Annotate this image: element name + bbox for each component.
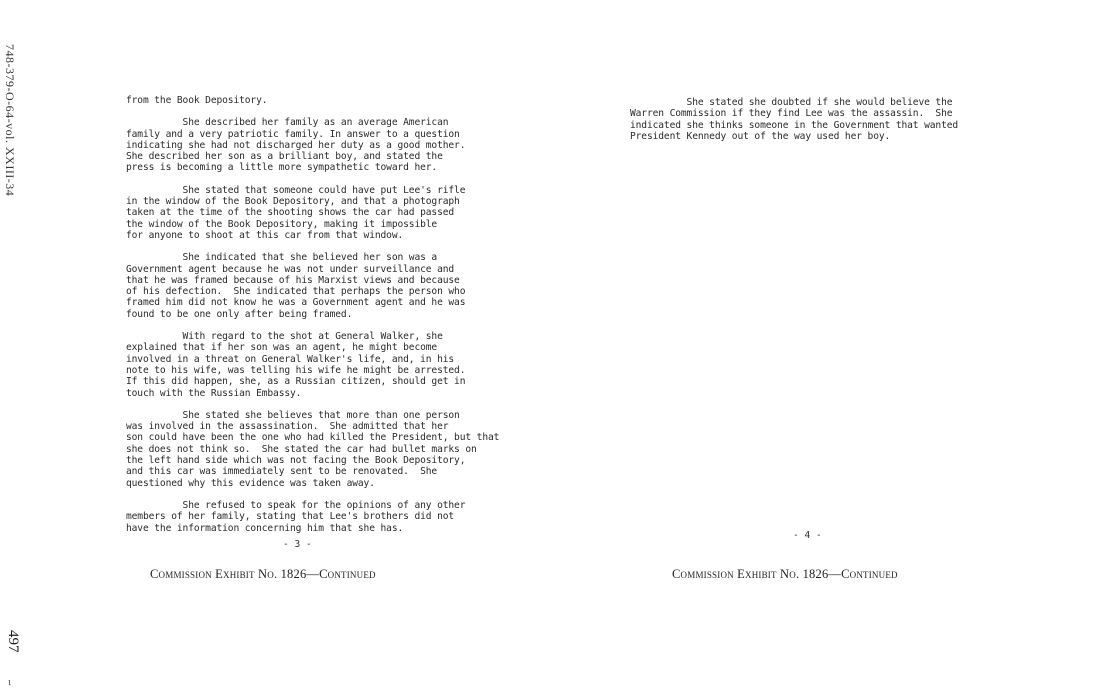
text-line: press is becoming a little more sympathetic toward her. xyxy=(126,162,438,174)
text-line: in the window of the Book Depository, and that a photograph xyxy=(126,196,460,208)
text-line: the window of the Book Depository, making it impossible xyxy=(126,218,438,230)
text-line: members of her family, stating that Lee's brothers did not xyxy=(126,511,455,523)
paragraph xyxy=(126,185,499,241)
volume-reference: 748-379-O-64-vol. XXIII-34 xyxy=(3,44,17,197)
text-line: involved in a threat on General Walker's life, and, in his xyxy=(126,353,455,365)
text-line: President Kennedy out of the way used her boy. xyxy=(630,130,891,142)
text-line: Warren Commission if they find Lee was the assassin. She xyxy=(630,108,953,120)
left-page-body xyxy=(126,95,499,545)
paragraph xyxy=(630,97,958,142)
text-line: She stated she believes that more than one person xyxy=(126,409,460,421)
right-page-body xyxy=(630,97,958,153)
paragraph xyxy=(126,410,499,489)
text-line: that he was framed because of his Marxist views and because xyxy=(126,274,460,286)
text-line: She stated she doubted if she would believe the xyxy=(630,97,953,108)
text-line: and this car was immediately sent to be renovated. She xyxy=(126,466,438,478)
paragraph xyxy=(126,117,499,173)
text-line: have the information concerning him that she has. xyxy=(126,522,404,534)
text-line: With regard to the shot at General Walker, she xyxy=(126,331,443,343)
paragraph xyxy=(126,95,499,106)
paragraph xyxy=(126,331,499,399)
text-line: She described her family as an average American xyxy=(126,117,449,129)
text-line: found to be one only after being framed. xyxy=(126,308,353,320)
text-line: explained that if her son was an agent, he might become xyxy=(126,342,438,354)
volume-page-number: 497 xyxy=(5,630,21,653)
text-line: she does not think so. She stated the car had bullet marks on xyxy=(126,443,477,455)
left-exhibit-caption: Commission Exhibit No. 1826—Continued xyxy=(150,567,376,581)
right-exhibit-caption: Commission Exhibit No. 1826—Continued xyxy=(672,567,898,581)
text-line: She refused to speak for the opinions of any other xyxy=(126,499,466,511)
text-line: was involved in the assassination. She admitted that her xyxy=(126,421,449,433)
text-line: She described her son as a brilliant boy, and stated the xyxy=(126,151,443,163)
text-line: She indicated that she believed her son was a xyxy=(126,252,438,264)
text-line: for anyone to shoot at this car from that window. xyxy=(126,229,404,241)
left-page-number: - 3 - xyxy=(283,539,312,550)
text-line: family and a very patriotic family. In answer to a question xyxy=(126,128,460,140)
text-line: note to his wife, was telling his wife he might be arrested. xyxy=(126,364,466,376)
text-line: the left hand side which was not facing the Book Depository, xyxy=(126,455,466,467)
text-line: questioned why this evidence was taken away. xyxy=(126,477,375,489)
paragraph xyxy=(126,500,499,534)
text-line: She stated that someone could have put Lee's rifle xyxy=(126,184,466,196)
text-line: touch with the Russian Embassy. xyxy=(126,387,302,399)
text-line: framed him did not know he was a Government agent and he was xyxy=(126,297,466,309)
text-line: indicating she had not discharged her duty as a good mother. xyxy=(126,139,466,151)
right-page-number: - 4 - xyxy=(793,530,822,541)
text-line: taken at the time of the shooting shows the car had passed xyxy=(126,207,455,219)
text-line: indicated she thinks someone in the Government that wanted xyxy=(630,119,959,131)
text-line: son could have been the one who had killed the President, but that xyxy=(126,432,500,444)
text-line: Government agent because he was not under surveillance and xyxy=(126,263,455,275)
text-line: from the Book Depository. xyxy=(126,95,268,106)
text-line: of his defection. She indicated that perhaps the person who xyxy=(126,286,466,298)
paragraph xyxy=(126,252,499,320)
corner-mark: ɩ xyxy=(8,676,11,688)
text-line: If this did happen, she, as a Russian citizen, should get in xyxy=(126,376,466,388)
